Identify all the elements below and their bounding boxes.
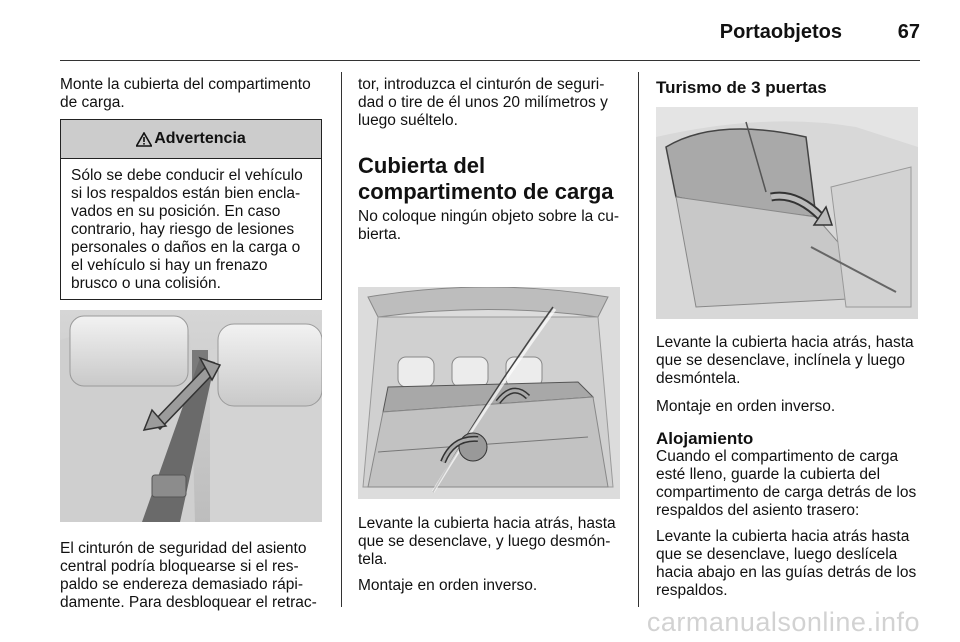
3-door-reverse: Montaje en orden inverso. <box>656 398 836 415</box>
watermark: carmanualsonline.info <box>646 607 920 637</box>
3-door-text-block <box>656 334 922 600</box>
section-title: Cubierta del compartimento de carga <box>358 153 614 204</box>
warning-title: Advertencia <box>154 130 246 147</box>
column-2 <box>358 76 626 130</box>
5-door-reverse: Montaje en orden inverso. <box>358 577 538 594</box>
3-door-cover-illustration <box>656 107 918 319</box>
storage-text: Cuando el compartimento de carga esté lleno, guarde la cubierta del compartimento de carga detrás de los respaldos del asiento trasero: <box>656 448 917 519</box>
seatbelt-illustration <box>60 310 322 522</box>
3-door-caption: Levante la cubierta hacia atrás, hasta que se desenclave, inclínela y luego desmóntela. <box>656 334 914 387</box>
header-rule <box>60 60 920 61</box>
intro-text: Monte la cubierta del compartimento de carga. <box>60 76 311 111</box>
seatbelt-caption: El cinturón de seguridad del asiento central podría bloquearse si el res-paldo se endereza demasiado rápi-damente. Para desbloquear el retrac- <box>60 540 317 611</box>
page-number: 67 <box>897 21 920 43</box>
warning-triangle-icon <box>136 132 152 147</box>
warning-header <box>61 120 321 159</box>
warning-box <box>60 119 322 300</box>
column-divider-2 <box>638 72 639 607</box>
continued-text: tor, introduzca el cinturón de seguri-dad o tire de él unos 20 milímetros y luego suéltelo. <box>358 76 608 129</box>
subheading-3-door: Turismo de 3 puertas <box>656 78 827 97</box>
5-door-cover-illustration <box>358 287 620 499</box>
section-intro: No coloque ningún objeto sobre la cu-bierta. <box>358 208 620 243</box>
5-door-caption: Levante la cubierta hacia atrás, hasta que se desenclave, y luego desmón-tela. <box>358 515 616 568</box>
storage-steps: Levante la cubierta hacia atrás hasta que se desenclave, luego deslícela hacia abajo en las guías detrás de los respaldos. <box>656 528 917 599</box>
seatbelt-caption-block <box>60 540 330 612</box>
warning-body: Sólo se debe conducir el vehículo si los respaldos están bien encla-vados en su posición. En caso contrario, hay riesgo de lesiones personales o daños en la carga o el vehículo si hay un frenazo brusco o una colisión. <box>71 167 303 292</box>
column-divider-1 <box>341 72 342 607</box>
page-title: Portaobjetos <box>719 21 842 43</box>
storage-heading: Alojamiento <box>656 429 754 448</box>
5-door-caption-block <box>358 515 626 595</box>
column-1-intro <box>60 76 330 112</box>
